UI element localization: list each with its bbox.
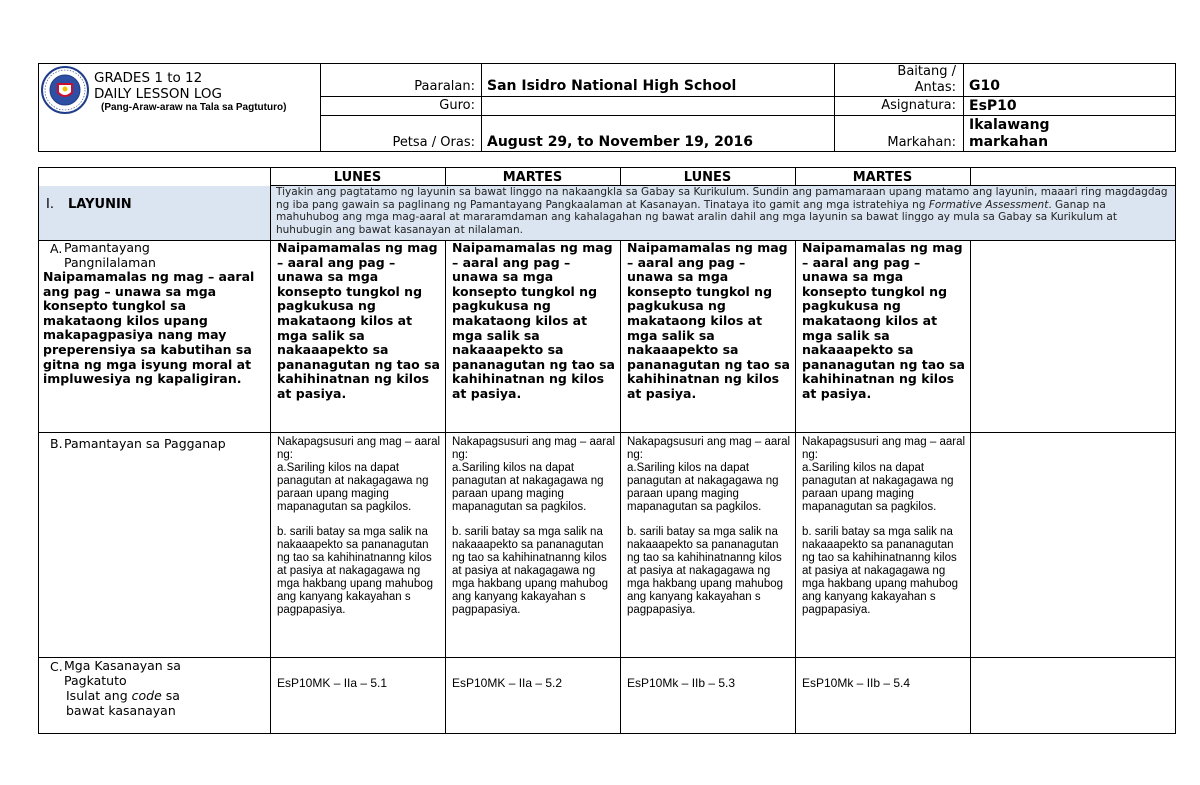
markahan-value-1: Ikalawang	[969, 117, 1050, 133]
deped-seal-logo	[40, 65, 90, 115]
section-a-cell-2: Naipamamalas ng mag – aaral ang pag – unawa sa mga konsepto tungkol ng pagkukusa ng makataong kilos at mga salik sa nakaaapekto sa pananagutan ng tao sa kahihinatnan ng kilos at pasiya.	[452, 240, 615, 401]
section-b-cell-2: Nakapagsusuri ang mag – aaral ng: a.Sariling kilos na dapat panagutan at nakagagawa ng paraan upang maging mapanagutan sa pagkilos. b. sarili batay sa mga salik na nakaaapekto sa pananagutan ng tao sa kahihinatnanng kilos at pasiya at nakagagawa ng mga hakbang upang mahubog ang kanyang kakayahan s pagpapasiya.	[452, 436, 616, 616]
section-c-code-4: EsP10Mk – IIb – 5.4	[802, 676, 911, 690]
section-b-cell-1: Nakapagsusuri ang mag – aaral ng: a.Sariling kilos na dapat panagutan at nakagagawa ng paraan upang maging mapanagutan sa pagkilos. b. sarili batay sa mga salik na nakaaapekto sa pananagutan ng tao sa kahihinatnanng kilos at pasiya at nakagagawa ng mga hakbang upang mahubog ang kanyang kakayahan s pagpapasiya.	[277, 436, 441, 616]
layunin-number: I.	[46, 197, 54, 212]
section-a-description: Naipamamalas ng mag – aaral ang pag – unawa sa mga konsepto tungkol sa makataong kilos upang makapagpasiya nang may preperensiya sa kabutihan sa gitna ng mga isyung moral at impluwesiya ng kapaligiran.	[43, 269, 255, 387]
section-b-cell-4: Nakapagsusuri ang mag – aaral ng: a.Sariling kilos na dapat panagutan at nakagagawa ng paraan upang maging mapanagutan sa pagkilos. b. sarili batay sa mga salik na nakaaapekto sa pananagutan ng tao sa kahihinatnanng kilos at pasiya at nakagagawa ng mga hakbang upang mahubog ang kanyang kakayahan s pagpapasiya.	[802, 436, 966, 616]
section-c-letter: C.	[50, 659, 63, 674]
day-header-1: LUNES	[333, 170, 382, 185]
section-a-title: Pamantayang Pangnilalaman	[64, 240, 156, 270]
baitang-value: G10	[969, 78, 1000, 94]
section-a-cell-3: Naipamamalas ng mag – aaral ang pag – unawa sa mga konsepto tungkol ng pagkukusa ng makataong kilos at mga salik sa nakaaapekto sa pananagutan ng tao sa kahihinatnan ng kilos at pasiya.	[627, 240, 790, 401]
day-header-2: MARTES	[502, 170, 563, 185]
petsa-label: Petsa / Oras:	[392, 135, 475, 150]
day-header-3: LUNES	[683, 170, 732, 185]
baitang-label-2: Antas:	[914, 80, 956, 95]
section-a-cell-1: Naipamamalas ng mag – aaral ang pag – unawa sa mga konsepto tungkol ng pagkukusa ng makataong kilos at mga salik sa nakaaapekto sa pananagutan ng tao sa kahihinatnan ng kilos at pasiya.	[277, 240, 440, 401]
section-a-letter: A.	[50, 241, 63, 256]
guro-label: Guro:	[439, 98, 475, 113]
asignatura-label: Asignatura:	[881, 98, 956, 113]
section-a-cell-4: Naipamamalas ng mag – aaral ang pag – unawa sa mga konsepto tungkol ng pagkukusa ng makataong kilos at mga salik sa nakaaapekto sa pananagutan ng tao sa kahihinatnan ng kilos at pasiya.	[802, 240, 965, 401]
paaralan-label: Paaralan:	[414, 79, 475, 94]
day-header-4: MARTES	[852, 170, 913, 185]
section-c-code-3: EsP10Mk – IIb – 5.3	[627, 676, 736, 690]
section-b-cell-3: Nakapagsusuri ang mag – aaral ng: a.Sariling kilos na dapat panagutan at nakagagawa ng paraan upang maging mapanagutan sa pagkilos. b. sarili batay sa mga salik na nakaaapekto sa pananagutan ng tao sa kahihinatnanng kilos at pasiya at nakagagawa ng mga hakbang upang mahubog ang kanyang kakayahan s pagpapasiya.	[627, 436, 791, 616]
section-c-code-1: EsP10MK – IIa – 5.1	[277, 676, 388, 690]
markahan-label: Markahan:	[887, 135, 956, 150]
layunin-title: LAYUNIN	[68, 197, 132, 212]
markahan-value-2: markahan	[969, 134, 1049, 150]
title-line1: GRADES 1 to 12	[94, 70, 203, 86]
layunin-description: Tiyakin ang pagtatamo ng layunin sa bawat linggo na nakaangkla sa Gabay sa Kurikulum. Sundin ang pamamaraan upang matamo ang layunin, maaari ring magdagdag ng iba pang gawain sa paglinang ng Pamantayang Pangkaalaman at Kasanayan. Tinataya ito gamit ang mga istratehiya ng Formative Assessment. Ganap na mahuhubog ang mga mag-aaral at mararamdaman ang kahalagahan ng bawat aralin dahil ang mga layunin sa bawat linggo ay mula sa Gabay sa Kurikulum at huhubugin ang bawat kasanayan at nilalaman.	[276, 186, 1168, 236]
section-b-title: Pamantayan sa Pagganap	[64, 436, 226, 451]
petsa-value: August 29, to November 19, 2016	[487, 134, 754, 150]
paaralan-value: San Isidro National High School	[487, 78, 737, 94]
title-line2: DAILY LESSON LOG	[94, 86, 222, 102]
subtitle: (Pang-Araw-araw na Tala sa Pagtuturo)	[101, 102, 287, 113]
section-c-note: Isulat ang code sa bawat kasanayan	[66, 688, 180, 718]
baitang-label-1: Baitang /	[897, 64, 956, 79]
section-c-code-2: EsP10MK – IIa – 5.2	[452, 676, 563, 690]
asignatura-value: EsP10	[969, 98, 1017, 114]
section-b-letter: B.	[50, 436, 63, 451]
section-c-title: Mga Kasanayan sa Pagkatuto	[64, 658, 181, 688]
